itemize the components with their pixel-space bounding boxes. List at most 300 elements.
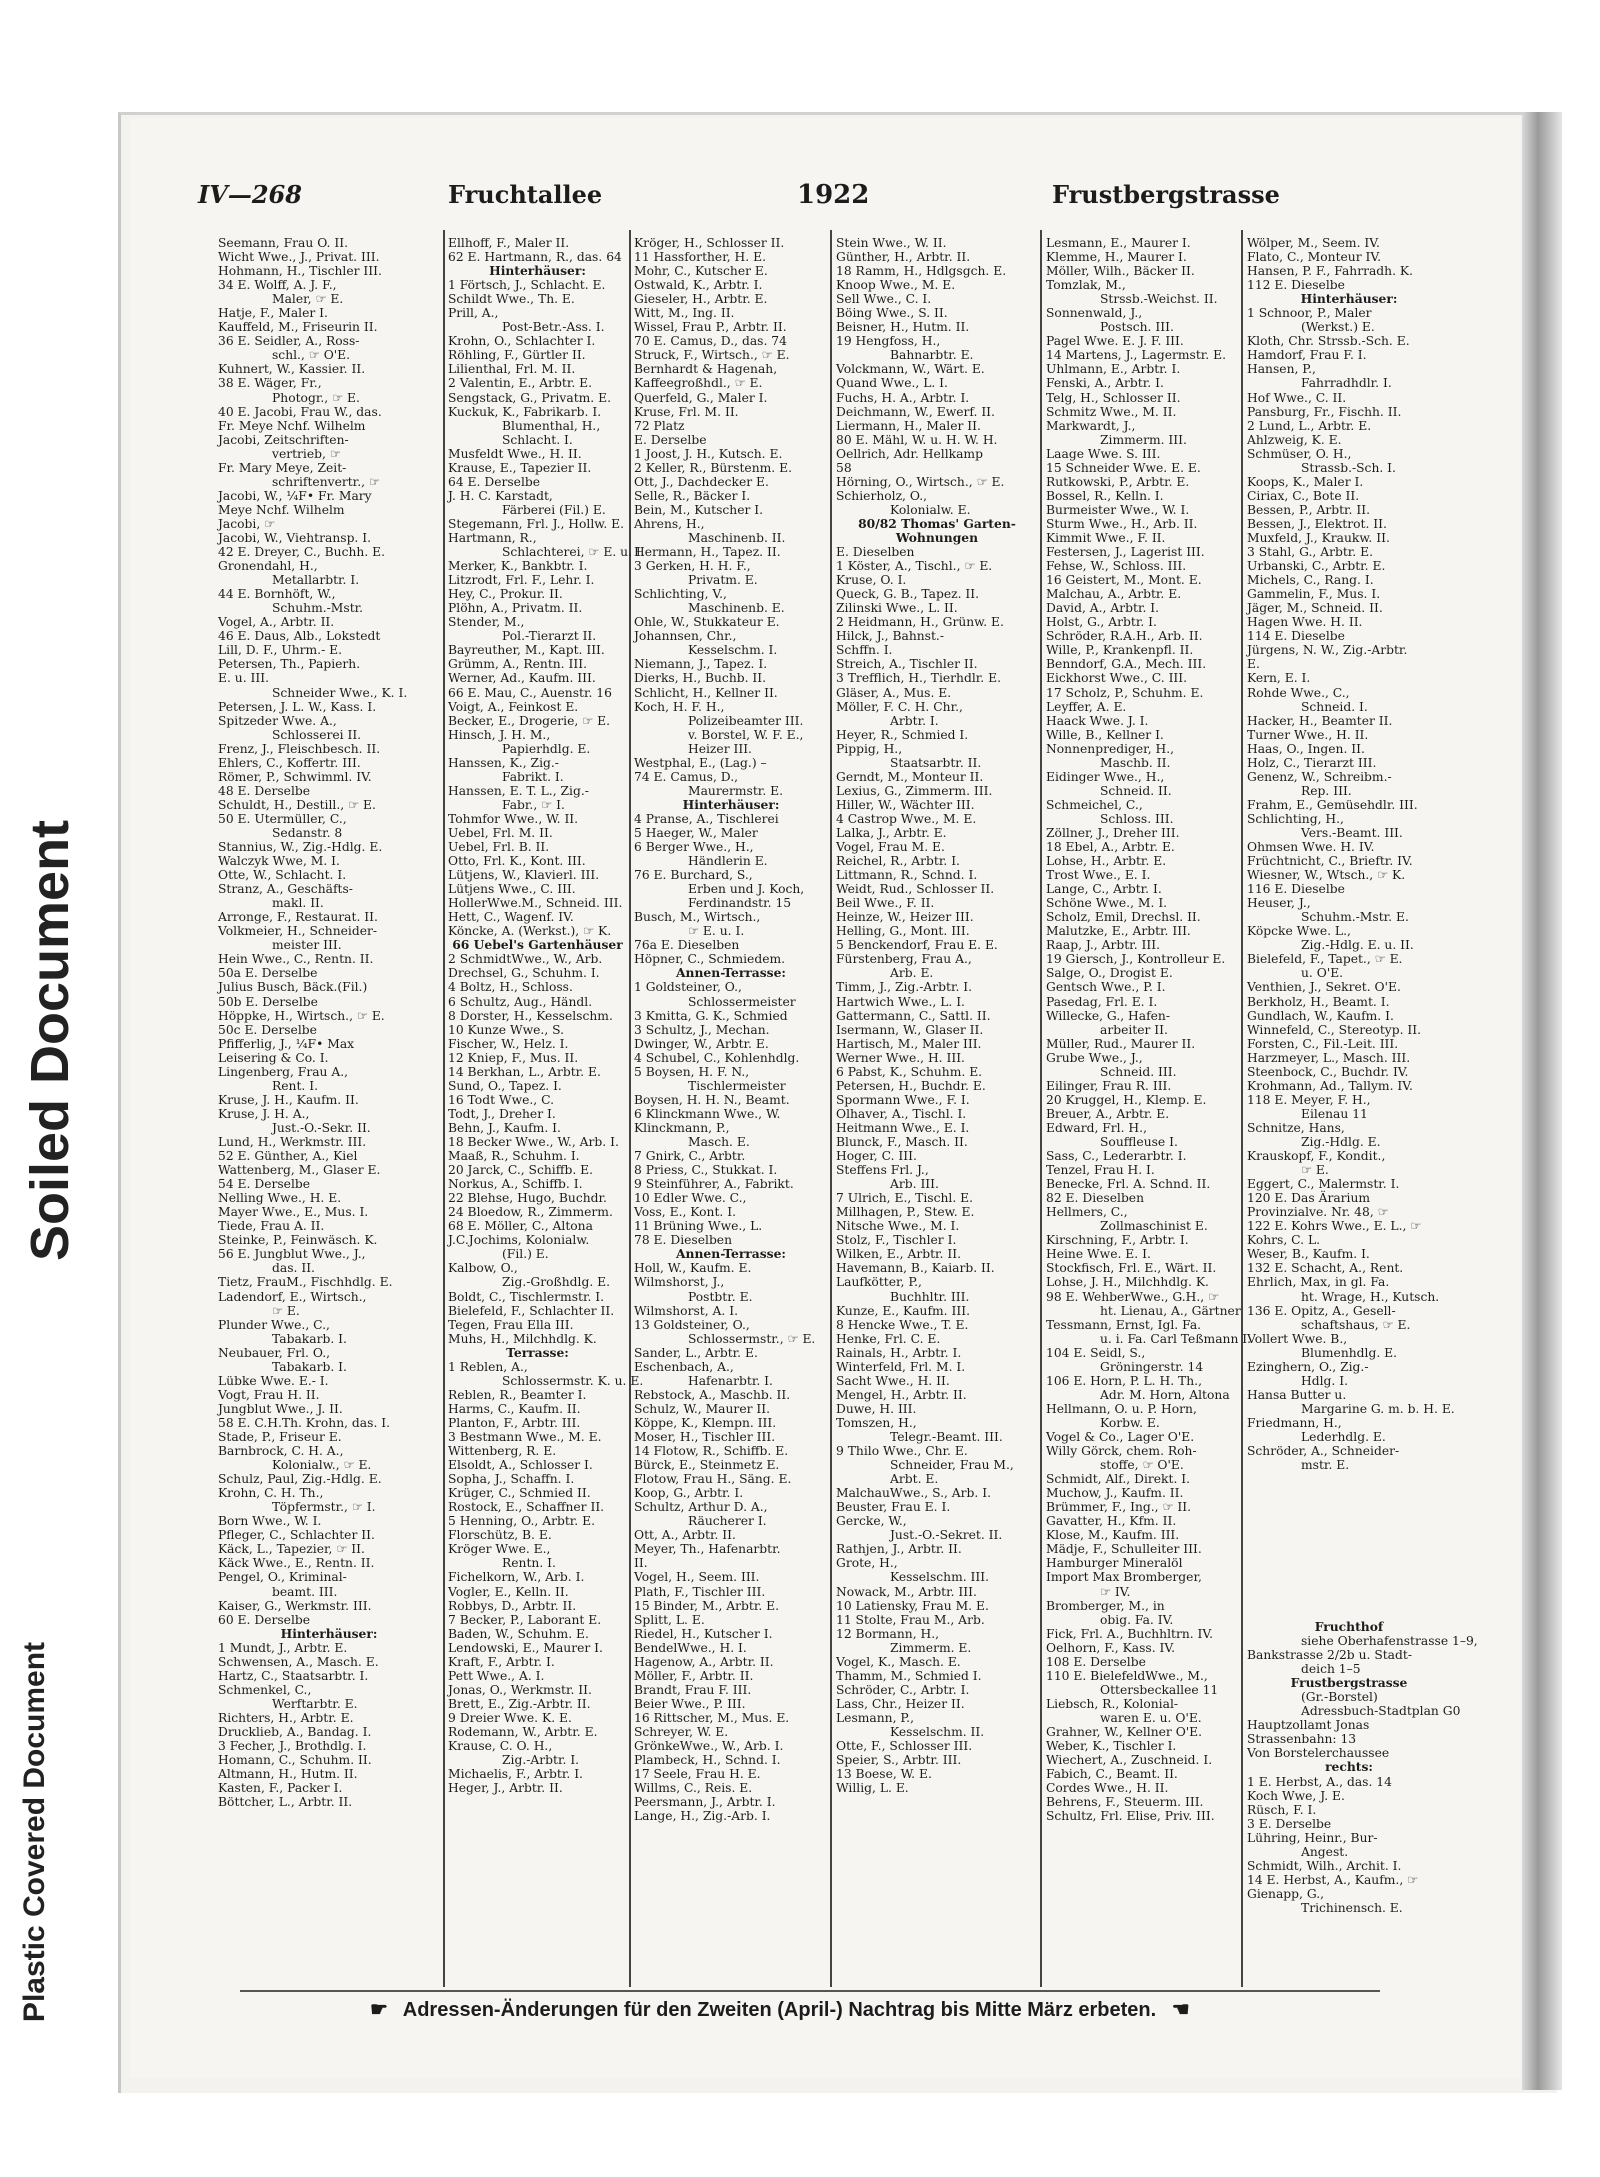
directory-line: Neubauer, Frl. O., — [218, 1345, 331, 1360]
directory-line: Schneider Wwe., K. I. — [272, 685, 408, 700]
directory-line: 52 E. Günther, A., Kiel — [218, 1149, 358, 1164]
directory-line: Nelling Wwe., H. E. — [218, 1191, 342, 1206]
directory-line: Wicht Wwe., J., Privat. III. — [218, 250, 380, 265]
directory-line: Tomszen, H., — [836, 1415, 917, 1430]
directory-line: ☞ IV. — [1100, 1584, 1131, 1599]
directory-line: Bielefeld, F., Schlachter II. — [448, 1303, 615, 1318]
directory-line: Laufkötter, P., — [836, 1275, 922, 1290]
directory-line: Seemann, Frau O. II. — [218, 236, 348, 250]
directory-line: 10 Latiensky, Frau M. E. — [836, 1598, 989, 1613]
directory-line: Ferdinandstr. 15 — [688, 896, 792, 911]
directory-line: Heinze, W., Heizer III. — [836, 910, 974, 925]
directory-line: 18 Ebel, A., Arbtr. E. — [1046, 840, 1175, 855]
directory-line: Schloss. III. — [1100, 811, 1174, 826]
directory-line: Heyer, R., Schmied I. — [836, 727, 969, 742]
directory-line: 42 E. Dreyer, C., Buchh. E. — [218, 545, 386, 560]
directory-line: Vogel & Co., Lager O'E. — [1046, 1429, 1195, 1444]
directory-line: Beier Wwe., P. III. — [634, 1696, 746, 1711]
directory-line: Post-Betr.-Ass. I. — [502, 320, 605, 335]
directory-line: Fr. Mary Meye, Zeit- — [218, 460, 347, 475]
directory-line: Rohde Wwe., C., — [1247, 685, 1350, 700]
directory-line: 8 Dorster, H., Kesselschm. — [448, 1008, 613, 1023]
directory-column-5 — [1046, 236, 1252, 1824]
directory-line: Stolz, F., Tischler I. — [836, 1233, 957, 1248]
directory-line: rechts: — [1325, 1759, 1373, 1775]
directory-line: Maaß, R., Schuhm. I. — [448, 1149, 580, 1164]
directory-line: 18 Becker Wwe., W., Arb. I. — [448, 1135, 619, 1149]
directory-line: 116 E. Dieselbe — [1247, 882, 1345, 897]
directory-line: Litzrodt, Frl. F., Lehr. I. — [448, 573, 595, 588]
directory-line: Salge, O., Drogist E. — [1046, 966, 1173, 981]
directory-line: Malutzke, E., Arbtr. III. — [1046, 924, 1191, 939]
directory-line: Provinzialve. Nr. 48, ☞ — [1247, 1205, 1389, 1220]
directory-line: Hinterhäuser: — [489, 263, 586, 279]
directory-line: Fabr., ☞ I. — [502, 797, 565, 812]
directory-line: Queck, G. B., Tapez. II. — [836, 587, 980, 602]
directory-line: Bein, M., Kutscher I. — [634, 502, 764, 517]
directory-line: Plambeck, H., Schnd. I. — [634, 1753, 781, 1768]
directory-line: 3 E. Derselbe — [1247, 1816, 1332, 1831]
directory-line: 14 Martens, J., Lagermstr. E. — [1046, 348, 1226, 363]
directory-line: Lingenberg, Frau A., — [218, 1064, 349, 1079]
directory-line: Sopha, J., Schaffn. I. — [448, 1472, 575, 1487]
directory-line: Knoop Wwe., M. E. — [836, 278, 956, 293]
directory-line: Sander, L., Arbtr. E. — [634, 1345, 758, 1360]
directory-line: 72 Platz — [634, 418, 685, 433]
directory-line: Nowack, M., Arbtr. III. — [836, 1584, 977, 1599]
directory-line: Petersen, H., Buchdr. E. — [836, 1078, 986, 1093]
directory-line: Eidinger Wwe., H., — [1046, 769, 1165, 784]
directory-line: Hein Wwe., C., Rentn. II. — [218, 952, 374, 967]
directory-line: 19 Giersch, J., Kontrolleur E. — [1046, 952, 1226, 967]
directory-line: Eickhorst Wwe., C. III. — [1046, 671, 1188, 686]
directory-line: 6 Klinckmann Wwe., W. — [634, 1106, 781, 1121]
directory-line: Norkus, A., Schiffb. I. — [448, 1177, 583, 1192]
directory-line: 16 Todt Wwe., C. — [448, 1092, 554, 1107]
directory-line: Markwardt, J., — [1046, 418, 1136, 433]
directory-line: schl., ☞ O'E. — [272, 348, 351, 363]
directory-line: Vogt, Frau H. II. — [218, 1387, 320, 1402]
directory-line: 8 Hencke Wwe., T. E. — [836, 1317, 969, 1332]
directory-line: Rentn. I. — [502, 1556, 556, 1571]
directory-line: Margarine G. m. b. H. E. — [1301, 1401, 1455, 1416]
directory-line: 66 E. Mau, C., Auenstr. 16 — [448, 685, 612, 700]
directory-line: Schffn. I. — [836, 643, 893, 658]
directory-line: Robbys, D., Arbtr. II. — [448, 1598, 577, 1613]
directory-line: Färberei (Fil.) E. — [502, 502, 606, 517]
directory-line: Eschenbach, A., — [634, 1359, 734, 1374]
directory-line: Vogel, K., Masch. E. — [836, 1654, 961, 1669]
directory-line: Mädje, F., Schulleiter III. — [1046, 1542, 1202, 1557]
directory-line: Gattermann, C., Sattl. II. — [836, 1008, 991, 1023]
directory-line: Kunze, E., Kaufm. III. — [836, 1303, 970, 1318]
directory-line: Rent. I. — [272, 1078, 318, 1093]
directory-line: 9 Dreier Wwe. K. E. — [448, 1710, 572, 1725]
directory-line: Kuckuk, K., Fabrikarb. I. — [448, 404, 602, 419]
directory-column-1 — [218, 236, 440, 1809]
directory-line: Flato, C., Monteur IV. — [1247, 250, 1381, 265]
directory-line: 82 E. Dieselben — [1046, 1191, 1145, 1206]
directory-line: Vollert Wwe. B., — [1247, 1331, 1348, 1346]
directory-line: Schlachterei, ☞ E. u. I. — [502, 545, 645, 560]
directory-line: Arronge, F., Restaurat. II. — [218, 910, 378, 925]
directory-line: 132 E. Schacht, A., Rent. — [1247, 1261, 1404, 1276]
directory-line: schaftshaus, ☞ E. — [1301, 1317, 1411, 1332]
directory-line: Maschinenb. E. — [688, 601, 785, 616]
directory-line: Wilmshorst, A. I. — [634, 1303, 738, 1318]
directory-line: Wille, P., Krankenpfl. II. — [1046, 643, 1194, 658]
directory-line: Schröder, R.A.H., Arb. II. — [1046, 629, 1203, 644]
directory-line: Ezinghern, O., Zig.- — [1247, 1359, 1369, 1374]
directory-column-6 — [1247, 236, 1455, 1473]
directory-line: 106 E. Horn, P. L. H. Th., — [1046, 1373, 1202, 1388]
directory-line: Kalbow, O., — [448, 1261, 518, 1276]
directory-line: deich 1–5 — [1301, 1662, 1361, 1677]
directory-line: Von Borstelerchaussee — [1247, 1746, 1390, 1761]
directory-line: Hacker, H., Beamter II. — [1247, 713, 1393, 728]
directory-line: Hansa Butter u. — [1247, 1387, 1347, 1402]
directory-line: Splitt, L. E. — [634, 1612, 705, 1627]
directory-line: Homann, C., Schuhm. II. — [218, 1753, 372, 1768]
directory-line: Edward, Frl. H., — [1046, 1120, 1147, 1135]
directory-line: Rüsch, F. I. — [1247, 1802, 1317, 1817]
directory-line: 50b E. Derselbe — [218, 994, 318, 1009]
directory-line: Blumenhdlg. E. — [1301, 1345, 1398, 1360]
footer-text: Adressen-Änderungen für den Zweiten (April-) Nachtrag bis Mitte März erbeten. — [402, 1999, 1157, 2021]
directory-line: Kolonialw., ☞ E. — [272, 1458, 372, 1473]
directory-line: Kesselschm. III. — [890, 1570, 990, 1585]
directory-line: Westphal, E., (Lag.) – — [634, 755, 767, 770]
directory-line: 74 E. Camus, D., — [634, 769, 739, 784]
directory-line: 11 Stolte, Frau M., Arb. — [836, 1612, 985, 1627]
directory-line: Zollmaschinist E. — [1100, 1219, 1208, 1234]
directory-line: Stade, P., Friseur E. — [218, 1429, 342, 1444]
directory-line: ht. Wrage, H., Kutsch. — [1301, 1289, 1440, 1304]
directory-line: Postsch. III. — [1100, 320, 1174, 335]
directory-line: Schultz, Frl. Elise, Priv. III. — [1046, 1809, 1215, 1824]
directory-line: Annen-Terrasse: — [676, 1246, 786, 1262]
directory-line: Spitzeder Wwe. A., — [218, 713, 337, 728]
directory-line: Dwinger, W., Arbtr. E. — [634, 1036, 769, 1051]
directory-line: Heger, J., Arbtr. II. — [448, 1781, 563, 1796]
directory-line: Arbtr. I. — [890, 713, 939, 728]
directory-line: Müller, Rud., Maurer II. — [1046, 1036, 1196, 1051]
directory-line: Sell Wwe., C. I. — [836, 292, 932, 307]
directory-line: Willms, C., Reis. E. — [634, 1781, 753, 1796]
directory-line: Böing Wwe., S. II. — [836, 306, 948, 321]
directory-line: 6 Berger Wwe., H., — [634, 840, 754, 855]
directory-line: Berkholz, H., Beamt. I. — [1247, 994, 1390, 1009]
directory-line: Grote, H., — [836, 1556, 898, 1571]
directory-line: 70 E. Camus, D., das. 74 — [634, 334, 787, 349]
directory-line: Kraft, F., Arbtr. I. — [448, 1654, 555, 1669]
directory-line: Urbanski, C., Arbtr. E. — [1247, 559, 1386, 574]
directory-line: Laage Wwe. S. III. — [1046, 446, 1161, 461]
directory-line: Fabrikt. I. — [502, 769, 564, 784]
directory-line: 6 Pabst, K., Schuhm. E. — [836, 1064, 983, 1079]
directory-line: Lohse, H., Arbtr. E. — [1046, 854, 1167, 869]
directory-line: Vogel, Frau M. E. — [836, 840, 945, 855]
column-divider — [1040, 230, 1042, 1987]
directory-line: Lund, H., Werkmstr. III. — [218, 1135, 367, 1149]
directory-line: Steinke, P., Feinwäsch. K. — [218, 1233, 378, 1248]
directory-line: Holl, W., Kaufm. E. — [634, 1261, 752, 1276]
directory-line: Postbtr. E. — [688, 1289, 753, 1304]
directory-line: Möller, F., Arbtr. II. — [634, 1668, 754, 1683]
directory-line: u. O'E. — [1301, 966, 1344, 981]
directory-line: 54 E. Derselbe — [218, 1177, 311, 1192]
directory-line: Koch, H. F. H., — [634, 699, 725, 714]
directory-line: Selle, R., Bäcker I. — [634, 488, 751, 503]
directory-line: Zig.-Großhdlg. E. — [502, 1275, 611, 1290]
directory-line: Schöne Wwe., M. I. — [1046, 896, 1168, 911]
directory-line: Wohnungen — [895, 529, 979, 545]
directory-line: Nonnenprediger, H., — [1046, 741, 1175, 756]
directory-line: Fehse, W., Schloss. III. — [1046, 559, 1187, 574]
directory-line: Telegr.-Beamt. III. — [890, 1429, 1003, 1444]
pointing-hand-icon: ☚ — [1171, 1999, 1190, 2021]
directory-line: Schmeichel, C., — [1046, 797, 1143, 812]
directory-line: Bossel, R., Kelln. I. — [1046, 488, 1164, 503]
directory-line: Hagen Wwe. H. II. — [1247, 615, 1363, 630]
directory-line: 5 Haeger, W., Maler — [634, 825, 758, 840]
directory-line: Stockfisch, Frl. E., Wärt. II. — [1046, 1261, 1217, 1276]
directory-line: Weber, K., Tischler I. — [1046, 1739, 1177, 1754]
directory-line: Willecke, G., Hafen- — [1046, 1008, 1171, 1023]
directory-line: Mohr, C., Kutscher E. — [634, 264, 768, 279]
directory-line: Kauffeld, M., Friseurin II. — [218, 320, 378, 335]
directory-line: 6 Schultz, Aug., Händl. — [448, 994, 593, 1009]
directory-line: Schuldt, H., Destill., ☞ E. — [218, 797, 376, 812]
directory-line: Jonas, O., Werkmstr. II. — [448, 1682, 592, 1697]
soiled-document-label: Soiled Document — [20, 819, 80, 1261]
directory-line: Rutkowski, P., Arbtr. E. — [1046, 474, 1190, 489]
directory-line: Schulz, Paul, Zig.-Hdlg. E. — [218, 1472, 382, 1487]
directory-line: Käck Wwe., E., Rentn. II. — [218, 1556, 375, 1571]
directory-line: Kern, E. I. — [1247, 671, 1311, 686]
directory-line: schriftenvertr., ☞ — [272, 474, 380, 489]
directory-column-2 — [448, 236, 645, 1796]
directory-line: 11 Brüning Wwe., L. — [634, 1219, 763, 1234]
directory-line: 3 Fecher, J., Brothdlg. I. — [218, 1739, 367, 1754]
directory-line: arbeiter II. — [1100, 1022, 1168, 1037]
directory-line: Havemann, B., Kaiarb. II. — [836, 1261, 995, 1276]
directory-line: Timm, J., Zig.-Arbtr. I. — [836, 980, 973, 995]
directory-line: Schuhm.-Mstr. E. — [1301, 910, 1409, 925]
directory-line: Querfeld, G., Maler I. — [634, 390, 768, 405]
directory-line: Kesselschm. II. — [890, 1724, 985, 1739]
directory-line: Kloth, Chr. Strssb.-Sch. E. — [1247, 334, 1410, 349]
directory-line: Speier, S., Arbtr. III. — [836, 1753, 962, 1768]
directory-line: Wittenberg, R. E. — [448, 1444, 557, 1459]
directory-line: 7 Ulrich, E., Tischl. E. — [836, 1191, 974, 1206]
directory-line: Schlosserei II. — [272, 727, 362, 742]
directory-line: 18 Ramm, H., Hdlgsgch. E. — [836, 264, 1007, 279]
directory-line: Werner, Ad., Kaufm. III. — [448, 671, 596, 686]
directory-line: Hinterhäuser: — [682, 796, 780, 812]
directory-line: Walczyk Wwe, M. I. — [218, 854, 340, 869]
directory-line: Hanssen, E. T. L., Zig.- — [448, 783, 589, 798]
directory-line: ☞ E. — [272, 1303, 300, 1318]
directory-line: Rep. III. — [1301, 783, 1352, 798]
directory-line: Ottersbeckallee 11 — [1100, 1682, 1219, 1697]
directory-line: 9 Steinführer, A., Fabrikt. — [634, 1177, 794, 1192]
directory-line: Klemme, H., Maurer I. — [1046, 250, 1187, 265]
directory-line: Haack Wwe. J. I. — [1046, 713, 1149, 728]
directory-line: 38 E. Wäger, Fr., — [218, 376, 322, 391]
directory-line: Masch. E. — [688, 1135, 750, 1149]
directory-line: Krohn, C. H. Th., — [218, 1486, 324, 1501]
directory-line: ☞ E. u. I. — [688, 924, 745, 939]
directory-column-4 — [836, 236, 1038, 1795]
directory-line: 62 E. Hartmann, R., das. 64 — [448, 250, 622, 265]
directory-line: Hellmers, C., — [1046, 1205, 1128, 1220]
directory-line: Werftarbtr. E. — [272, 1696, 358, 1711]
directory-line: Sengstack, G., Privatm. E. — [448, 390, 612, 405]
footer-notice — [360, 1997, 1200, 2022]
directory-column-3 — [634, 236, 828, 1823]
directory-line: 19 Hengfoss, H., — [836, 334, 941, 349]
directory-line: mstr. E. — [1301, 1458, 1350, 1473]
directory-line: Otte, W., Schlacht. I. — [218, 868, 347, 883]
directory-line: Schröder, A., Schneider- — [1247, 1444, 1400, 1459]
directory-line: Lederhdlg. E. — [1301, 1429, 1386, 1444]
directory-line: Trichinensch. E. — [1301, 1900, 1403, 1915]
directory-line: Lesmann, E., Maurer I. — [1046, 236, 1191, 250]
directory-line: Voigt, A., Feinkost E. — [448, 699, 579, 714]
directory-line: Kruse, J. H. A., — [218, 1106, 310, 1121]
directory-line: 120 E. Das Ärarium — [1247, 1191, 1371, 1206]
directory-line: Krause, C. O. H., — [448, 1739, 553, 1754]
directory-line: Lange, C., Arbtr. I. — [1046, 882, 1162, 897]
directory-line: Steenbock, C., Buchdr. IV. — [1247, 1064, 1409, 1079]
directory-line: Lilienthal, Frl. M. II. — [448, 362, 576, 377]
directory-line: Muhs, H., Milchhdlg. K. — [448, 1331, 597, 1346]
directory-line: Krause, E., Tapezier II. — [448, 460, 592, 475]
directory-line: Boldt, C., Tischlermstr. I. — [448, 1289, 605, 1304]
directory-line: Lütjens Wwe., C. III. — [448, 882, 576, 897]
directory-line: 1 Reblen, A., — [448, 1359, 528, 1374]
directory-line: 118 E. Meyer, F. H., — [1247, 1092, 1371, 1107]
directory-line: Streich, A., Tischler II. — [836, 657, 978, 672]
directory-line: 4 Boltz, H., Schloss. — [448, 980, 573, 995]
directory-line: Liermann, H., Maler II. — [836, 418, 981, 433]
directory-line: Mayer Wwe., E., Mus. I. — [218, 1205, 369, 1220]
directory-line: 10 Edler Wwe. C., — [634, 1191, 747, 1206]
directory-line: Ellhoff, F., Maler II. — [448, 236, 570, 250]
directory-line: Flotow, Frau H., Säng. E. — [634, 1472, 792, 1487]
directory-line: Käck, L., Tapezier, ☞ II. — [218, 1542, 365, 1557]
left-street-heading: Fruchtallee — [448, 180, 603, 209]
directory-line: Hinterhäuser: — [280, 1625, 378, 1641]
directory-line: Adressbuch-Stadtplan G0 — [1301, 1704, 1461, 1719]
directory-line: Gentsch Wwe., P. I. — [1046, 980, 1166, 995]
directory-line: Gercke, W., — [836, 1514, 907, 1529]
directory-line: Hett, C., Wagenf. IV. — [448, 910, 574, 925]
directory-line: Photogr., ☞ E. — [272, 390, 360, 405]
directory-line: Zig.-Hdlg. E. u. II. — [1301, 938, 1414, 953]
directory-line: Boysen, H. H. N., Beamt. — [634, 1092, 790, 1107]
directory-line: Ladendorf, E., Wirtsch., — [218, 1289, 367, 1304]
directory-line: Hamdorf, Frau F. I. — [1247, 348, 1367, 363]
directory-line: Krüger, C., Schmied II. — [448, 1486, 591, 1501]
directory-line: Staatsarbtr. II. — [890, 755, 982, 770]
directory-line: Kolonialw. E. — [890, 502, 971, 517]
directory-line: Michaelis, F., Arbtr. I. — [448, 1767, 583, 1782]
directory-line: Tabakarb. I. — [272, 1359, 347, 1374]
directory-line: Hinterhäuser: — [1300, 291, 1398, 307]
directory-line: Schlossermstr. K. u. E. — [502, 1373, 644, 1388]
year-heading: 1922 — [797, 180, 870, 210]
directory-line: Michels, C., Rang. I. — [1247, 573, 1374, 588]
directory-line: Krauskopf, F., Kondit., — [1247, 1149, 1386, 1164]
directory-line: 5 Henning, O., Arbtr. E. — [448, 1514, 596, 1529]
directory-line: Fuchs, H. A., Arbtr. I. — [836, 390, 970, 405]
directory-line: Köncke, A. (Werkst.), ☞ K. — [448, 924, 612, 939]
directory-line: Schneider, Frau M., — [890, 1458, 1014, 1473]
directory-line: Schmidt, Wilh., Archit. I. — [1247, 1858, 1402, 1873]
directory-line: Schildt Wwe., Th. E. — [448, 292, 575, 307]
directory-line: Altmann, H., Hutm. II. — [218, 1767, 358, 1782]
directory-line: Pol.-Tierarzt II. — [502, 629, 597, 644]
directory-line: 14 Berkhan, L., Arbtr. E. — [448, 1064, 601, 1079]
directory-line: Grahner, W., Kellner O'E. — [1046, 1724, 1203, 1739]
directory-line: 4 Castrop Wwe., M. E. — [836, 811, 977, 826]
directory-line: 9 Thilo Wwe., Chr. E. — [836, 1444, 968, 1459]
directory-line: Muxfeld, J., Kraukw. II. — [1247, 530, 1390, 545]
directory-line: Korbw. E. — [1100, 1415, 1160, 1430]
directory-line: Witt, M., Ing. II. — [634, 306, 735, 321]
directory-line: Gröningerstr. 14 — [1100, 1359, 1204, 1374]
directory-line: 40 E. Jacobi, Frau W., das. — [218, 404, 382, 419]
directory-line: Lühring, Heinr., Bur- — [1247, 1830, 1378, 1845]
directory-line: Sedanstr. 8 — [272, 825, 343, 840]
directory-line: 17 Seele, Frau H. E. — [634, 1767, 761, 1782]
directory-line: Schlichting, H., — [1247, 811, 1344, 826]
directory-line: 78 E. Dieselben — [634, 1233, 733, 1248]
directory-line: Kirschning, F., Arbtr. I. — [1046, 1233, 1189, 1248]
directory-line: Gerndt, M., Monteur II. — [836, 769, 984, 784]
directory-line: Fr. Meye Nchf. Wilhelm — [218, 418, 366, 433]
directory-line: Gavatter, H., Kfm. II. — [1046, 1514, 1177, 1529]
column-divider — [1241, 230, 1243, 1987]
directory-line: Köppe, K., Klempn. III. — [634, 1415, 777, 1430]
directory-line: Jacobi, Zeitschriften- — [218, 432, 349, 447]
directory-line: vertrieb, ☞ — [272, 446, 341, 461]
directory-line: Prill, A., — [448, 306, 499, 321]
directory-line: E. u. III. — [218, 671, 270, 686]
directory-line: 1 Schnoor, P., Maler — [1247, 306, 1372, 321]
directory-line: GrönkeWwe., W., Arb. I. — [634, 1739, 784, 1754]
directory-line: Schneid. II. — [1100, 783, 1172, 798]
directory-line: Leisering & Co. I. — [218, 1050, 329, 1065]
directory-line: Schneid. I. — [1301, 699, 1368, 714]
directory-line: Ohmsen Wwe. H. IV. — [1247, 840, 1375, 855]
directory-line: Tegen, Frau Ella III. — [448, 1317, 574, 1332]
directory-line: Jäger, M., Schneid. II. — [1247, 601, 1383, 616]
directory-line: Deichmann, W., Ewerf. II. — [836, 404, 995, 419]
directory-line: Souffleuse I. — [1100, 1135, 1178, 1149]
directory-line: Fischer, W., Helz. I. — [448, 1036, 569, 1051]
directory-line: Eilenau 11 — [1301, 1106, 1368, 1121]
directory-line: Meyer, Th., Hafenarbtr. — [634, 1542, 781, 1557]
directory-line: Hdlg. I. — [1301, 1373, 1348, 1388]
directory-line: Schlichting, V., — [634, 587, 727, 602]
directory-line: Pagel Wwe. E. J. F. III. — [1046, 334, 1184, 349]
directory-line: ☞ E. — [1301, 1163, 1329, 1178]
directory-line: Maurermstr. E. — [688, 783, 784, 798]
directory-line: 2 Valentin, E., Arbtr. E. — [448, 376, 593, 391]
